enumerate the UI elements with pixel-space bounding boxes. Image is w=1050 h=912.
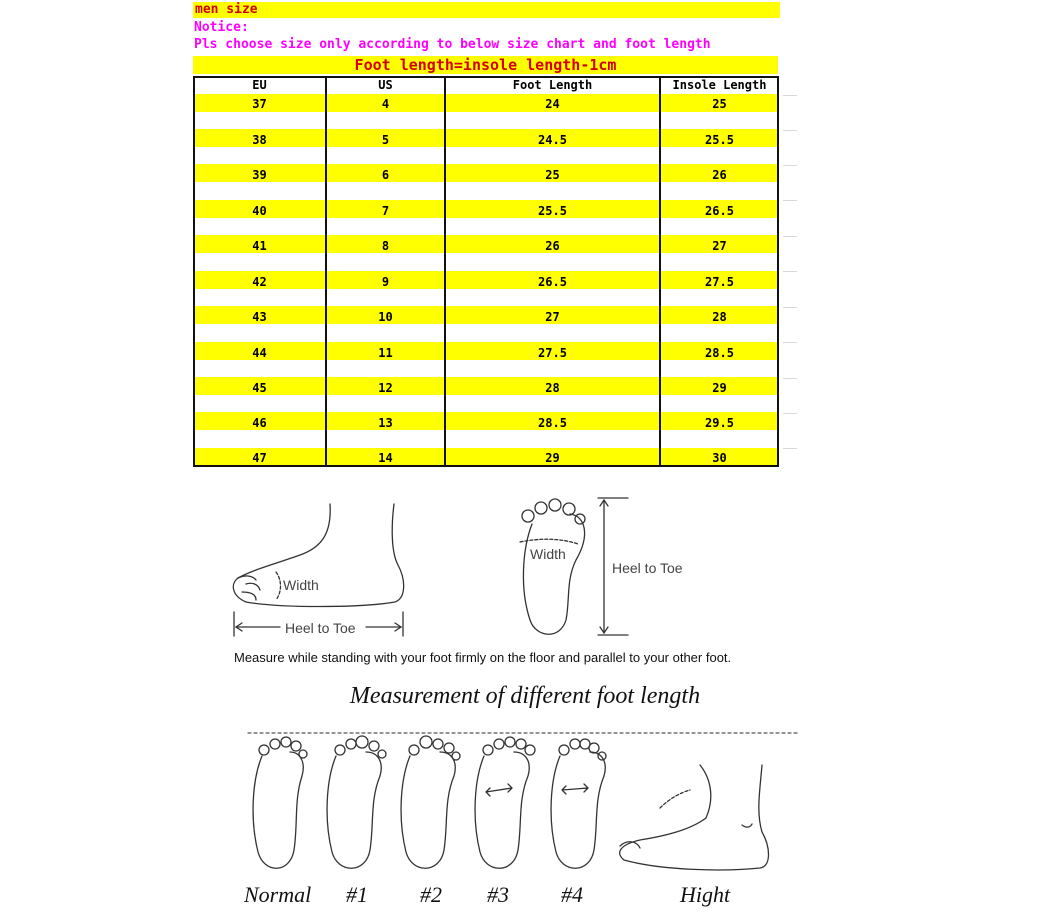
table-cell-foot-length: 26 [545,239,560,253]
table-cell-insole-length: 27 [712,239,727,253]
table-cell-eu: 37 [252,97,267,111]
table-cell-eu: 45 [252,381,267,395]
table-cell-insole-length: 26 [712,168,727,182]
formula-banner: Foot length=insole length-1cm [193,56,778,74]
table-cell-eu: 41 [252,239,267,253]
table-cell-insole-length: 29.5 [705,416,734,430]
table-cell-us: 6 [381,168,390,182]
ghost-gridline [783,342,797,343]
foot-label-3: #3 [487,882,509,907]
table-cell-eu: 39 [252,168,267,182]
table-cell-foot-length: 28 [545,381,560,395]
table-bottom-border [193,465,779,467]
table-cell-eu: 40 [252,204,267,218]
ghost-gridline [783,200,797,201]
foot-type-1-icon [327,736,386,868]
foot-label-4: #4 [561,882,583,907]
side-heel-to-toe-label: Heel to Toe [285,620,356,636]
table-cell-foot-length: 24.5 [538,133,567,147]
foot-label-1: #1 [346,882,368,907]
table-cell-foot-length: 25 [545,168,560,182]
ghost-gridline [783,95,797,96]
table-cell-insole-length: 27.5 [705,275,734,289]
table-cell-eu: 47 [252,451,267,465]
sole-heel-to-toe-label: Heel to Toe [612,560,683,576]
ghost-gridline [783,448,797,449]
foot-label-normal: Normal [244,882,312,907]
foot-normal-icon [253,737,307,868]
column-header-us: US [378,78,393,92]
notice-label: Notice: [194,20,249,35]
table-cell-eu: 42 [252,275,267,289]
column-header-foot-length: Foot Length [512,78,593,92]
table-cell-foot-length: 29 [545,451,560,465]
column-header-insole-length: Insole Length [672,78,767,92]
table-cell-us: 14 [378,451,393,465]
table-cell-us: 9 [381,275,390,289]
table-cell-foot-length: 24 [545,97,560,111]
table-cell-insole-length: 28 [712,310,727,324]
table-cell-us: 7 [381,204,390,218]
table-cell-eu: 38 [252,133,267,147]
table-cell-foot-length: 28.5 [538,416,567,430]
ghost-gridline [783,236,797,237]
size-table [193,76,779,467]
side-width-label: Width [283,577,319,593]
ghost-gridline [783,130,797,131]
sole-foot-icon [520,499,585,634]
foot-type-2-icon [401,736,460,868]
table-cell-foot-length: 26.5 [538,275,567,289]
table-cell-us: 5 [381,133,390,147]
table-cell-us: 13 [378,416,393,430]
table-cell-eu: 44 [252,346,267,360]
foot-label-2: #2 [420,882,442,907]
table-cell-insole-length: 25 [712,97,727,111]
foot-type-3-icon [475,737,535,868]
table-cell-insole-length: 28.5 [705,346,734,360]
table-cell-us: 11 [378,346,393,360]
table-cell-foot-length: 25.5 [538,204,567,218]
sole-width-label: Width [530,546,566,562]
foot-label-hight: Hight [680,882,731,907]
table-cell-insole-length: 25.5 [705,133,734,147]
table-cell-eu: 46 [252,416,267,430]
table-cell-insole-length: 29 [712,381,727,395]
table-cell-us: 12 [378,381,393,395]
measure-instruction: Measure while standing with your foot firmly on the floor and parallel to your other foot. [234,650,732,665]
foot-high-arch-icon [620,765,769,870]
ghost-gridline [783,378,797,379]
table-cell-us: 10 [378,310,393,324]
table-cell-eu: 43 [252,310,267,324]
table-cell-foot-length: 27.5 [538,346,567,360]
foot-type-4-icon [551,739,606,868]
ghost-gridline [783,165,797,166]
measurement-title: Measurement of different foot length [349,683,701,709]
ghost-gridline [783,413,797,414]
column-header-eu: EU [252,78,267,92]
table-cell-insole-length: 30 [712,451,727,465]
instruction-text: Pls choose size only according to below size chart and foot length [194,37,711,52]
table-cell-foot-length: 27 [545,310,560,324]
table-cell-insole-length: 26.5 [705,204,734,218]
table-cell-us: 8 [381,239,390,253]
ghost-gridline [783,271,797,272]
table-cell-us: 4 [381,97,390,111]
men-size-banner: men size [193,2,780,18]
ghost-gridline [783,307,797,308]
